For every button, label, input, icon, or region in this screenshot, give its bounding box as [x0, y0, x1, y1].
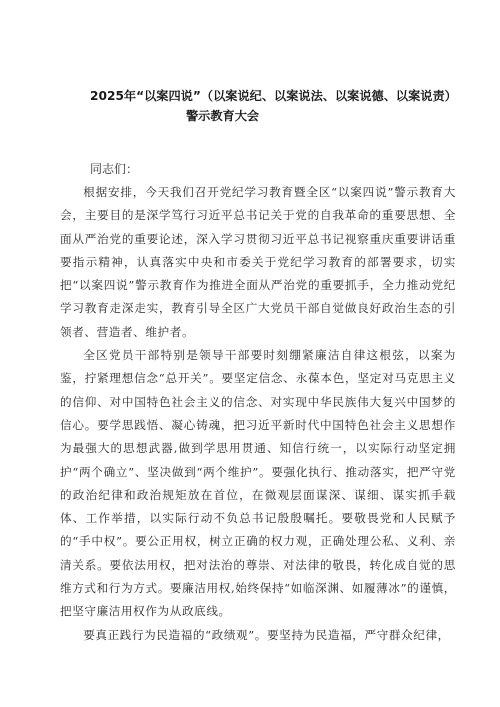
paragraph-3: 要真正践行为民造福的“政绩观”。要坚持为民造福，严守群众纪律， [83, 627, 450, 642]
document-body [60, 181, 456, 647]
paragraph-1: 根据安排，今天我们召开党纪学习教育暨全区“以案四说”警示教育大会，主要目的是深学笃行习近平总书记关于党的自我革命的重要思想、全面从严治党的重要论述，深入学习贯彻习近平总书记视察重庆重要讲话重要指示精神，认真落实中央和市委关于党纪学习教育的部署要求，切实把“以案四说”警示教育作为推进全面从严治党的重要抓手，全力推动党纪学习教育走深走实，教育引导全区广大党员干部自觉做良好政治生态的引领者、营造者、维护者。 [60, 185, 456, 339]
paragraph-2: 全区党员干部特别是领导干部要时刻绷紧廉洁自律这根弦，以案为鉴，拧紧理想信念“总开关”。要坚定信念、永葆本色，坚定对马克思主义的信仰、对中国特色社会主义的信念、对实现中华民族伟大复兴中国梦的信心。要学思践悟、凝心铸魂，把习近平新时代中国特色社会主义思想作为最强大的思想武器,做到学思用贯通、知信行统一，以实际行动坚定拥护“两个确立”、坚决做到“两个维护”。要强化执行、推动落实，把严守党的政治纪律和政治规矩放在首位，在微观层面谋深、谋细、谋实抓手载体、工作举措，以实际行动不负总书记殷殷嘱托。要敬畏党和人民赋予的“手中权”。要公正用权，树立正确的权力观，正确处理公私、义利、亲清关系。要依法用权，把对法治的尊崇、对法律的敬畏，转化成自觉的思维方式和行为方式。要廉洁用权,始终保持“如临深渊、如履薄冰”的谨慎，把坚守廉洁用权作为从政底线。 [60, 348, 456, 619]
title-line-1: 2025年“以案四说”（以案说纪、以案说法、以案说德、以案说责） [90, 89, 457, 103]
title-line-2: 警示教育大会 [186, 109, 260, 123]
salutation: 同志们： [90, 162, 139, 176]
